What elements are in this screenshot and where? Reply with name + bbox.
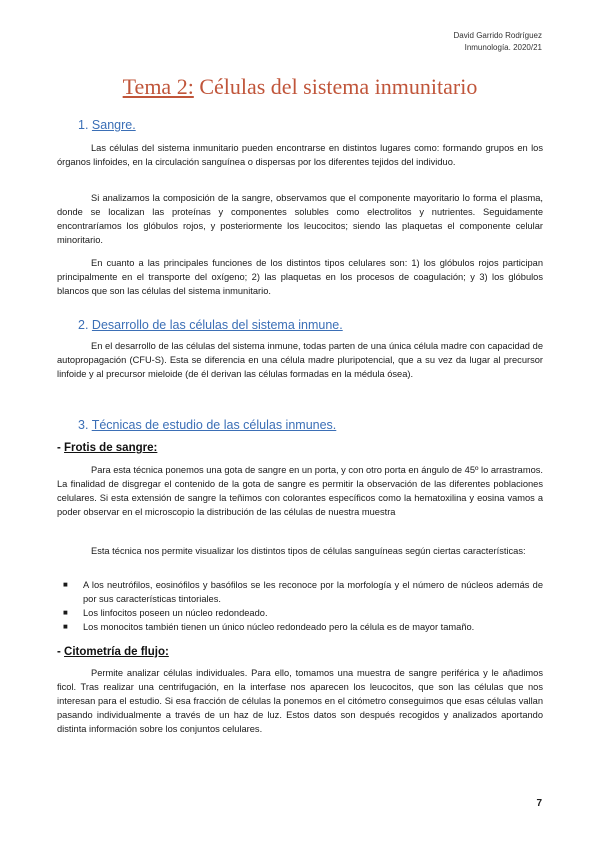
paragraph: En cuanto a las principales funciones de los distintos tipos celulares son: 1) los glóbulos rojos participan principalmente en el transporte del oxígeno; 2) las plaquetas en los procesos de coagulación; y 3) los glóbulos blancos que son las células del sistema inmunitario. [57, 258, 543, 296]
section-number: 2. [78, 318, 89, 332]
bullet-icon: ■ [63, 622, 68, 631]
section-heading-sangre [78, 118, 136, 132]
bullet-list [57, 578, 543, 634]
section-heading-desarrollo [78, 318, 343, 332]
paragraph: Las células del sistema inmunitario pueden encontrarse en distintos lugares como: formando grupos en los órganos linfoides, en la circulación sanguínea o dispersas por los diferentes tejidos del individuo. [57, 143, 543, 167]
subheading-frotis: - Frotis de sangre: [57, 442, 158, 454]
paragraph: Permite analizar células individuales. Para ello, tomamos una muestra de sangre periférica y le añadimos ficol. Tras realizar una centrifugación, en la interfase nos aparecen los leucocitos, que son las células que nos interesan para el estudio. Si esa fracción de células la ponemos en el citómetro conseguimos que esas células vallan pasando individualmente a través de un haz de luz. Estos datos son después recogidos y analizados aportando distinta información sobre los conjuntos celulares. [57, 668, 543, 734]
section-title: Desarrollo de las células del sistema inmune. [91, 318, 343, 332]
course-label: Inmunología. 2020/21 [464, 43, 542, 52]
paragraph: Esta técnica nos permite visualizar los distintos tipos de células sanguíneas según ciertas características: [91, 546, 526, 556]
section-title: Técnicas de estudio de las células inmunes. [91, 418, 337, 432]
section-heading-tecnicas [78, 418, 336, 432]
list-item: ■ Los linfocitos poseen un núcleo redondeado. [63, 608, 268, 618]
author-name: David Garrido Rodríguez [453, 31, 542, 40]
page-title [0, 74, 600, 100]
paragraph: Si analizamos la composición de la sangre, observamos que el componente mayoritario lo forma el plasma, donde se localizan las proteínas y componentes solubles como electrolitos y nutrientes. Seguidamente encontraríamos los glóbulos rojos, y posteriormente los leucocitos; siendo las plaquetas el componente celular minoritario. [57, 193, 543, 245]
section-title: Sangre. [91, 118, 136, 132]
page-header [454, 30, 542, 54]
subheading-citometria: - Citometría de flujo: [57, 646, 169, 658]
title-text: Células del sistema inmunitario [193, 74, 478, 99]
section-number: 1. [78, 118, 89, 132]
title-prefix: Tema 2: [122, 74, 194, 99]
list-item: ■ A los neutrófilos, eosinófilos y basófilos se les reconoce por la morfología y el número de núcleos además de por sus características tintoriales. [63, 580, 543, 604]
list-item: ■ Los monocitos también tienen un único núcleo redondeado pero la célula es de mayor tamaño. [63, 622, 475, 632]
paragraph: En el desarrollo de las células del sistema inmune, todas parten de una única célula madre con capacidad de autopropagación (CFU-S). Esta se diferencia en una célula madre pluripotencial, que a su vez da lugar al precursor linfoide y al precursor mieloide (de él derivan las células formadas en la médula ósea). [57, 341, 543, 379]
page-number: 7 [536, 798, 542, 809]
paragraph: Para esta técnica ponemos una gota de sangre en un porta, y con otro porta en ángulo de 45º lo arrastramos. La finalidad de disgregar el contenido de la gota de sangre es permitir la observación de las diferentes poblaciones celulares. Si esta extensión de sangre la teñimos con colorantes específicos como la hematoxilina y eosina vamos a poder observar en el microscopio la distribución de las células de nuestra muestra [57, 465, 543, 517]
bullet-icon: ■ [63, 580, 68, 589]
section-number: 3. [78, 418, 89, 432]
bullet-icon: ■ [63, 608, 68, 617]
